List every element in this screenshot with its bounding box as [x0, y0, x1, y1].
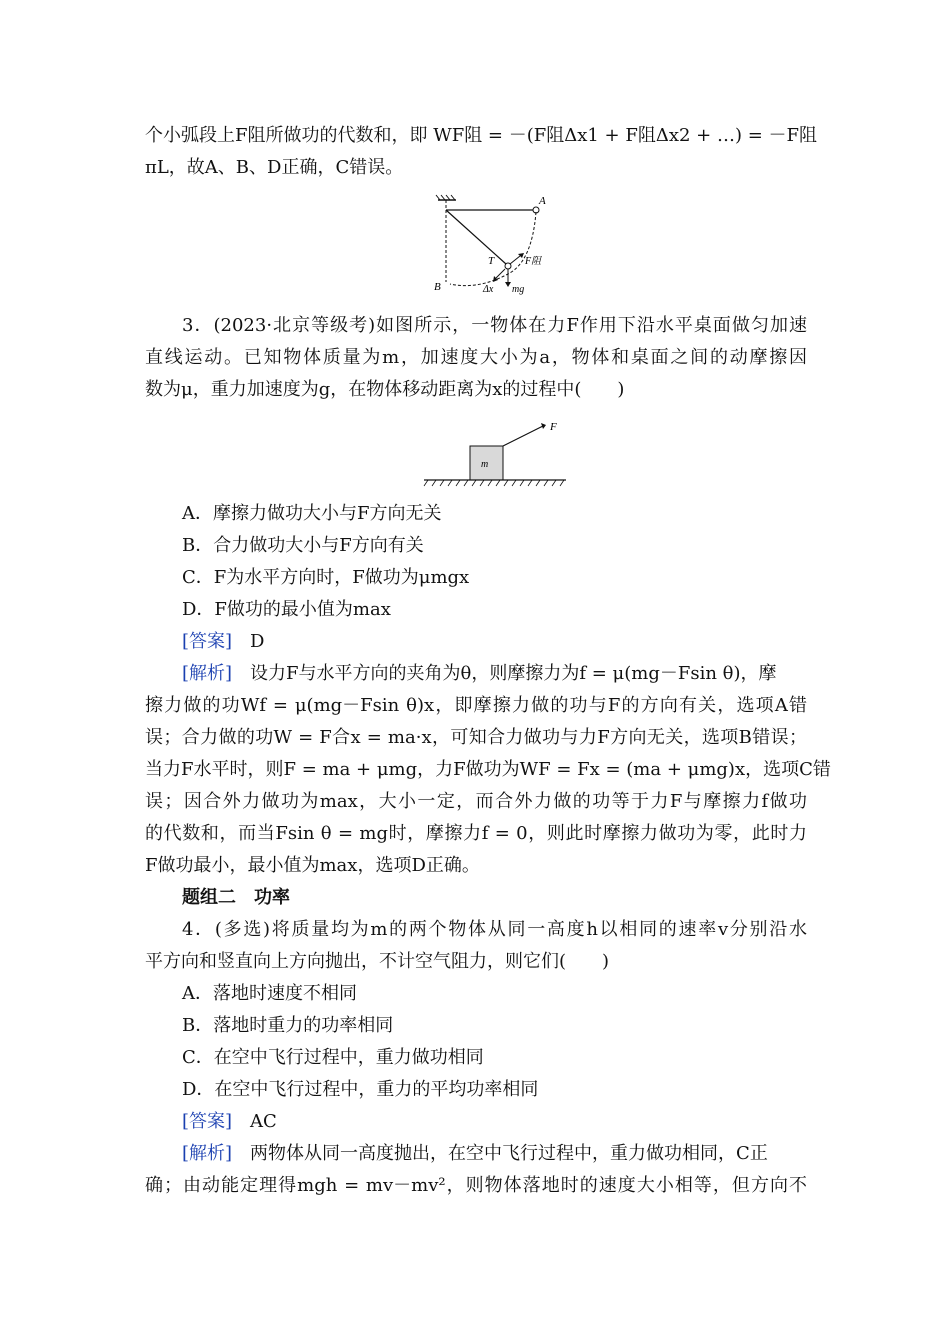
q3-analysis-line-5: 误；因合外力做功为max，大小一定，而合外力做的功等于力F与摩擦力f做功 — [145, 791, 807, 812]
intro-line-1: 个小弧段上F阻所做功的代数和，即 WF阻 = －(F阻Δx1 + F阻Δx2 + …) = －F阻 — [145, 125, 818, 146]
answer-tag: [答案] — [182, 631, 233, 652]
answer-value: AC — [250, 1111, 277, 1132]
label-b: B — [434, 281, 441, 293]
analysis-text: 两物体从同一高度抛出，在空中飞行过程中，重力做功相同，C正 — [250, 1143, 768, 1164]
q3-option-a: A．摩擦力做功大小与F方向无关 — [182, 503, 442, 524]
label-t: T — [488, 255, 495, 267]
block-figure — [420, 420, 570, 490]
answer-value: D — [250, 631, 265, 652]
q3-option-b: B．合力做功大小与F方向有关 — [182, 535, 424, 556]
q3-stem-line-1: 3．(2023·北京等级考)如图所示，一物体在力F作用下沿水平桌面做匀加速 — [182, 315, 807, 336]
q4-stem-line-2: 平方向和竖直向上方向抛出，不计空气阻力，则它们( ) — [145, 951, 610, 972]
q4-analysis-line-2: 确；由动能定理得mgh = mv－mv²，则物体落地时的速度大小相等，但方向不 — [145, 1175, 807, 1196]
section-heading: 题组二 功率 — [182, 887, 290, 908]
label-f-resist: F阻 — [525, 256, 542, 267]
q4-option-d: D．在空中飞行过程中，重力的平均功率相同 — [182, 1079, 539, 1100]
q4-stem-line-1: 4．(多选)将质量均为m的两个物体从同一高度h以相同的速率v分别沿水 — [182, 919, 807, 940]
analysis-tag: [解析] — [182, 663, 233, 684]
q4-answer — [182, 1106, 807, 1138]
q3-analysis-line-6: 的代数和，而当Fsin θ = mg时，摩擦力f = 0，则此时摩擦力做功为零，此时力 — [145, 823, 807, 844]
q3-stem-line-2: 直线运动。已知物体质量为m，加速度大小为a，物体和桌面之间的动摩擦因 — [145, 347, 807, 368]
q4-analysis-line-1 — [182, 1138, 807, 1170]
q3-option-c: C．F为水平方向时，F做功为μmgx — [182, 567, 470, 588]
q3-option-d: D．F做功的最小值为max — [182, 599, 391, 620]
q3-analysis-line-2: 擦力做的功Wf = μ(mg－Fsin θ)x，即摩擦力做的功与F的方向有关，选项A错 — [145, 695, 807, 716]
q4-option-b: B．落地时重力的功率相同 — [182, 1015, 394, 1036]
label-a: A — [539, 195, 546, 207]
q3-analysis-line-1 — [182, 658, 807, 690]
label-mg: mg — [512, 284, 525, 295]
q4-option-c: C．在空中飞行过程中，重力做功相同 — [182, 1047, 484, 1068]
answer-tag: [答案] — [182, 1111, 233, 1132]
label-dx: Δx — [483, 284, 494, 295]
q4-option-a: A．落地时速度不相同 — [182, 983, 357, 1004]
q3-stem-line-3: 数为μ，重力加速度为g，在物体移动距离为x的过程中( ) — [145, 379, 625, 400]
analysis-tag: [解析] — [182, 1143, 233, 1164]
pendulum-figure — [428, 192, 558, 298]
q3-analysis-line-7: F做功最小，最小值为max，选项D正确。 — [145, 855, 480, 876]
q3-answer — [182, 626, 807, 658]
intro-line-2: πL，故A、B、D正确，C错误。 — [145, 157, 404, 178]
label-force: F — [550, 421, 557, 433]
q3-analysis-line-3: 误；合力做的功W = F合x = ma·x，可知合力做功与力F方向无关，选项B错误； — [145, 727, 807, 748]
q3-analysis-line-4: 当力F水平时，则F = ma + μmg，力F做功为WF = Fx = (ma + μmg)x，选项C错 — [145, 759, 831, 780]
label-m: m — [481, 459, 489, 470]
analysis-text: 设力F与水平方向的夹角为θ，则摩擦力为f = μ(mg－Fsin θ)，摩 — [250, 663, 777, 684]
